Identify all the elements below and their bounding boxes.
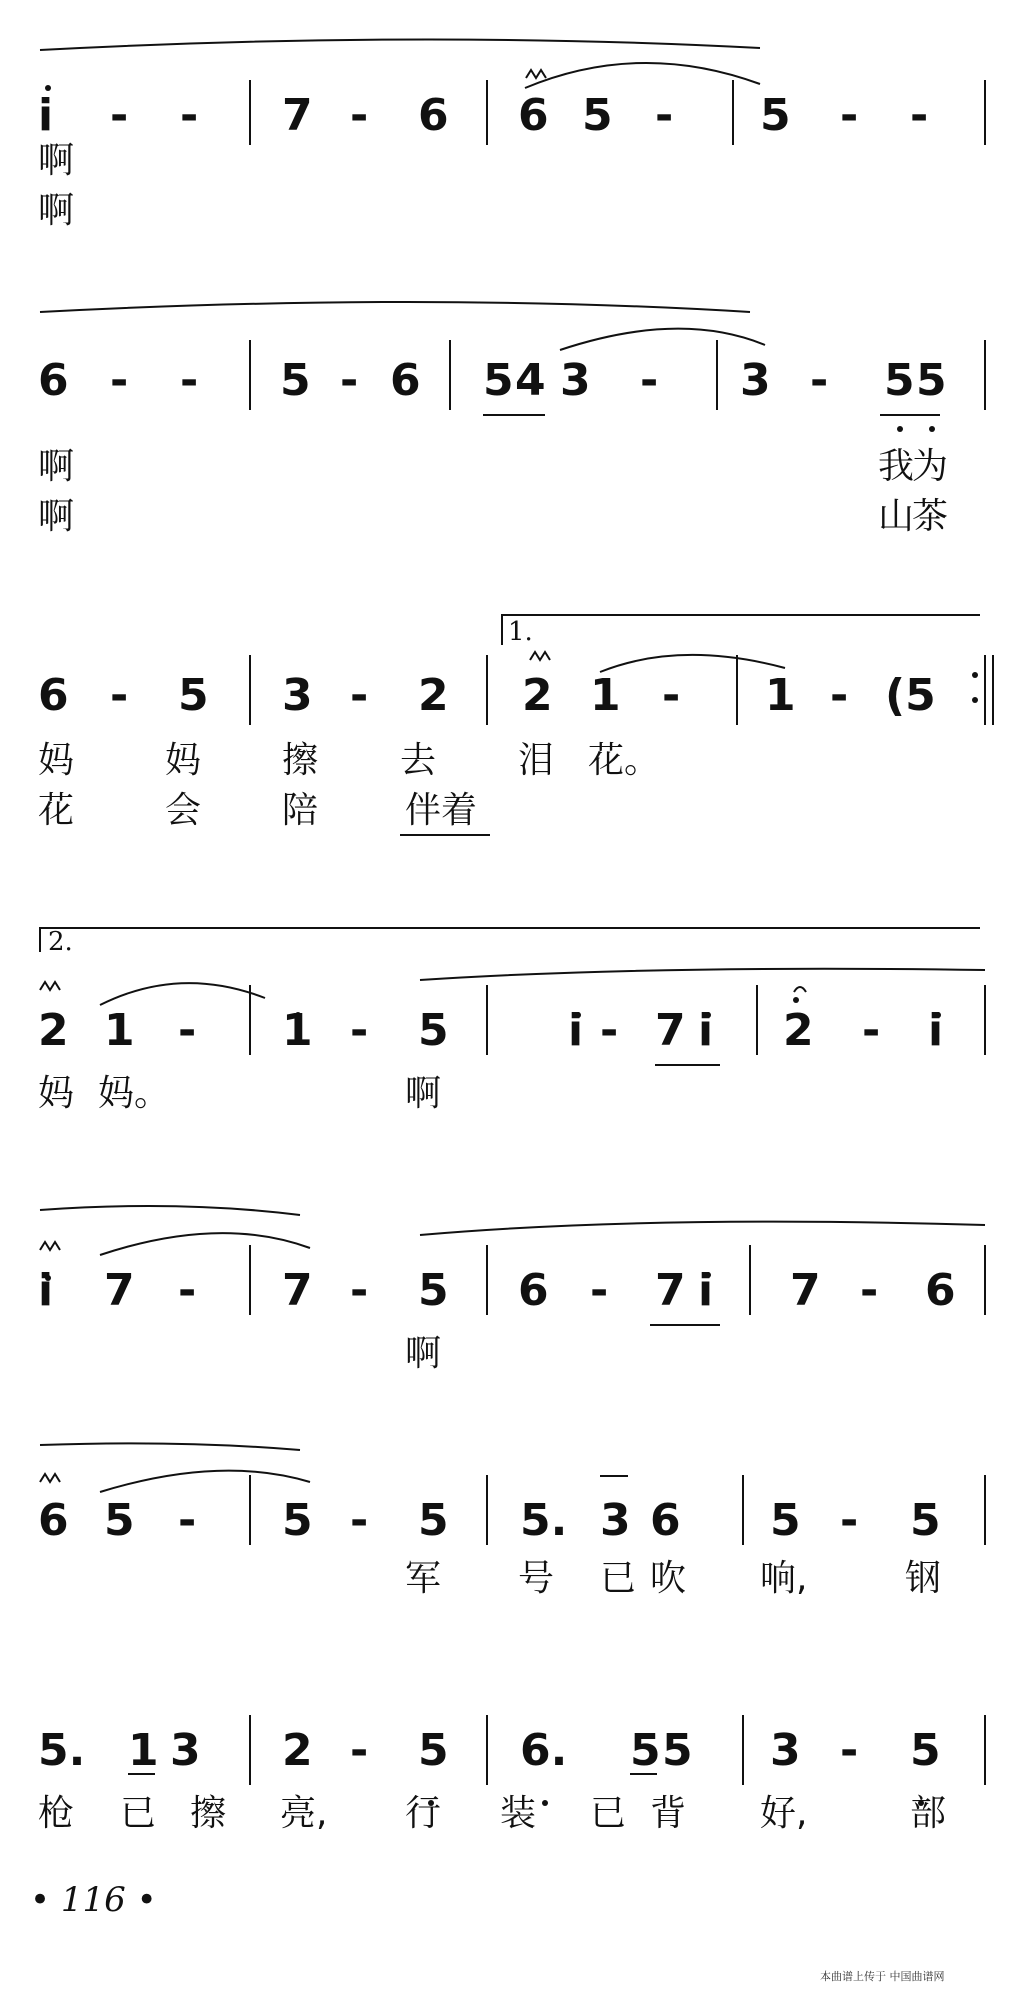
lyric: 妈 [38,1073,75,1114]
note: - [600,1005,619,1056]
note: i [568,1005,584,1056]
note: 5 [910,1495,941,1546]
lyric: 部 [910,1793,947,1834]
lyric: 擦 [190,1793,227,1834]
note: 5 [630,1725,661,1776]
note: 1 [282,1005,313,1056]
octave-dot [542,1800,548,1806]
note: - [350,90,369,141]
lyric: 茶 [912,496,949,537]
note: 7 [282,90,313,141]
lyric: 山 [878,496,915,537]
volta-bracket [40,928,980,952]
note: 5 [760,90,791,141]
note: - [840,1495,859,1546]
volta-number: 2. [48,927,73,957]
lyric: 行 [405,1793,442,1834]
note: 5 [178,670,209,721]
note: 3 [770,1725,801,1776]
repeat-dot [972,672,978,678]
lyric: 好, [760,1793,808,1834]
lyric: 花。 [588,740,661,781]
note: - [655,90,674,141]
note: - [640,355,659,406]
note: i [38,90,54,141]
page-number: • 116 • [30,1880,157,1920]
note: - [840,1725,859,1776]
note: 5 [282,1495,313,1546]
lyric: 装 [500,1793,537,1834]
lyric: 已 [120,1793,157,1834]
note: 1 [128,1725,159,1776]
note: 3 [170,1725,201,1776]
note: 7 [790,1265,821,1316]
lyric: 花 [38,790,75,831]
note: i [928,1005,944,1056]
note: 5 [418,1265,449,1316]
note: - [830,670,849,721]
note: 7 [655,1005,686,1056]
slur [40,302,750,312]
lyric: 钢 [905,1558,942,1599]
mordent-mark [40,1242,60,1250]
lyric: 妈。 [98,1073,171,1114]
mordent-mark [40,982,60,990]
note: 6 [925,1265,956,1316]
note: 1 [104,1005,135,1056]
note: 5 [916,355,947,406]
lyric: 啊 [38,446,75,487]
note: i [698,1265,714,1316]
note: 6. [520,1725,568,1776]
lyric: 妈 [165,740,202,781]
octave-dot [897,426,903,432]
note: 2 [38,1005,69,1056]
lyric: 去 [400,740,437,781]
slur [100,1233,310,1255]
note: 5 [770,1495,801,1546]
note: 6 [418,90,449,141]
note: - [110,670,129,721]
volta-number: 1. [508,617,533,647]
lyric: 陪 [282,790,319,831]
slur [420,969,985,980]
note: 2 [522,670,553,721]
slur [40,1443,300,1450]
footer-credit: 本曲谱上传于 中国曲谱网 [820,1970,945,1983]
mordent-mark [40,1474,60,1482]
mordent-mark [530,652,550,660]
note: 5 [104,1495,135,1546]
note: - [180,90,199,141]
note: 6 [38,355,69,406]
note: - [110,90,129,141]
note: - [910,90,929,141]
note: 3 [282,670,313,721]
note: - [350,1265,369,1316]
lyric: 会 [165,790,202,831]
note: - [178,1265,197,1316]
note: 5 [662,1725,693,1776]
fermata-mark [794,987,806,992]
note: 3 [600,1495,631,1546]
note: 1 [765,670,796,721]
note: 2 [783,1005,814,1056]
note: 5 [418,1005,449,1056]
lyric: 响, [760,1558,808,1599]
lyric: 已 [590,1793,627,1834]
mordent-mark [526,70,546,78]
note: 5 [582,90,613,141]
note: - [862,1005,881,1056]
lyric: 啊 [405,1333,442,1374]
lyric: 已 [600,1558,637,1599]
note: - [350,1005,369,1056]
repeat-dot [972,697,978,703]
note: - [350,1495,369,1546]
lyric: 擦 [282,740,319,781]
slur [100,983,265,1005]
note: - [810,355,829,406]
slur [420,1222,985,1235]
note: - [178,1005,197,1056]
slur [525,63,760,88]
octave-dot [929,426,935,432]
lyric: 啊 [38,496,75,537]
note: - [662,670,681,721]
note: - [590,1265,609,1316]
note: 6 [518,90,549,141]
note: 5 [418,1495,449,1546]
lyric: 啊 [38,190,75,231]
note: - [350,670,369,721]
note: 6 [390,355,421,406]
note: 2 [418,670,449,721]
note: 6 [38,670,69,721]
lyric: 泪 [518,740,555,781]
lyric: 伴着 [405,790,478,831]
note: 6 [650,1495,681,1546]
lyric: 枪 [38,1793,75,1834]
note: 3 [740,355,771,406]
lyric: 我 [878,446,915,487]
lyric: 啊 [405,1073,442,1114]
lyric: 背 [650,1793,687,1834]
octave-dot [793,997,799,1003]
note: 6 [518,1265,549,1316]
note: i [38,1265,54,1316]
lyric: 号 [518,1558,555,1599]
note: 6 [38,1495,69,1546]
lyric: 吹 [650,1558,687,1599]
slur [600,655,785,672]
note: 5 [418,1725,449,1776]
slur [40,1206,300,1215]
slur [100,1471,310,1492]
note: 7 [104,1265,135,1316]
volta-bracket [502,615,980,645]
note: - [178,1495,197,1546]
note: - [180,355,199,406]
note: - [110,355,129,406]
note: 7 [282,1265,313,1316]
note: (5 [885,670,936,721]
note: 5 [280,355,311,406]
lyric: 亮, [280,1793,328,1834]
note: 5. [38,1725,86,1776]
note: - [840,90,859,141]
note: - [340,355,359,406]
lyric: 啊 [38,140,75,181]
note: - [860,1265,879,1316]
lyric: 为 [912,446,949,487]
slur [560,329,765,350]
note: 5 [884,355,915,406]
note: 4 [515,355,546,406]
note: i [698,1005,714,1056]
note: 5. [520,1495,568,1546]
lyric: 妈 [38,740,75,781]
note: 7 [655,1265,686,1316]
note: 5 [910,1725,941,1776]
note: 2 [282,1725,313,1776]
note: 3 [560,355,591,406]
note: - [350,1725,369,1776]
note: 1 [590,670,621,721]
lyric: 军 [405,1558,442,1599]
slur [40,39,760,50]
note: 5 [483,355,514,406]
